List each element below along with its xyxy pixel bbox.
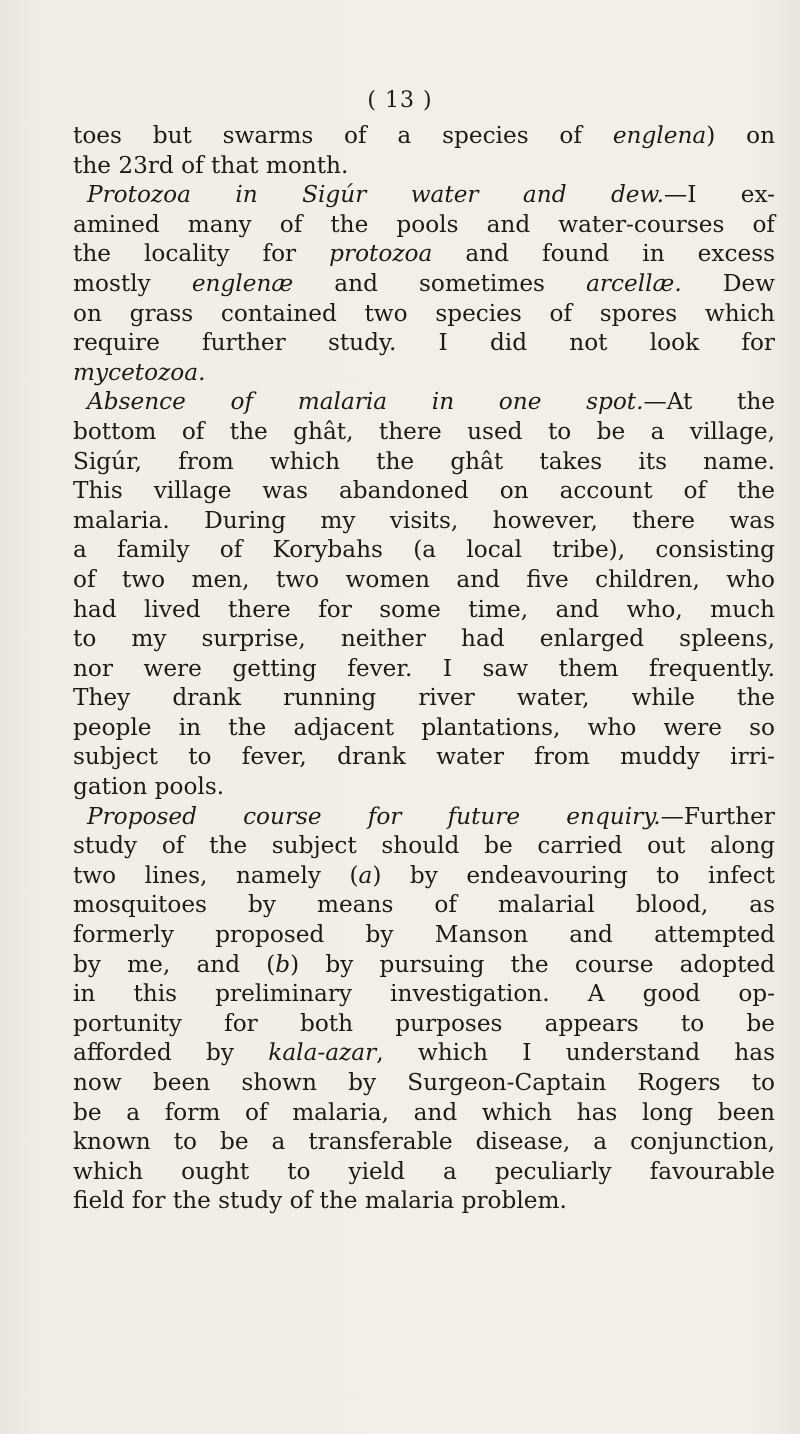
text-line	[73, 1186, 775, 1216]
text-segment: had lived there for some time, and who, much	[73, 595, 775, 623]
text-line	[73, 299, 775, 329]
text-segment: Dew	[681, 269, 775, 297]
text-line	[73, 239, 775, 269]
text-segment: arcellæ.	[586, 269, 682, 297]
text-line	[73, 447, 775, 477]
text-segment: afforded by	[73, 1039, 269, 1067]
text-segment: now been shown by Surgeon-Captain Rogers to	[73, 1069, 775, 1096]
text-segment: by me, and (	[73, 950, 276, 978]
text-segment: a	[358, 861, 373, 889]
text-line	[73, 920, 775, 950]
text-line	[73, 595, 775, 625]
text-segment: the 23rd of that month.	[73, 151, 349, 179]
text-segment: the locality for	[73, 240, 330, 268]
text-segment: kala-azar	[268, 1039, 377, 1067]
text-segment: and sometimes	[293, 269, 587, 297]
text-segment: subject to fever, drank water from muddy irri-	[73, 743, 775, 771]
text-segment: malaria. During my visits, however, there was	[73, 506, 775, 534]
text-segment: two lines, namely (	[73, 861, 359, 889]
text-segment: They drank running river water, while the	[73, 684, 775, 712]
text-segment: b	[275, 950, 291, 978]
text-segment: known to be a transferable disease, a conjunction,	[73, 1128, 775, 1156]
text-segment: on grass contained two species of spores which	[73, 299, 775, 327]
text-line	[73, 210, 775, 240]
text-line	[73, 1068, 775, 1098]
text-segment: mostly	[73, 269, 192, 297]
text-segment: formerly proposed by Manson and attempted	[73, 921, 775, 949]
text-segment: bottom of the ghât, there used to be a village,	[73, 417, 775, 445]
text-line	[73, 180, 775, 210]
text-line	[73, 772, 775, 802]
text-segment: portunity for both purposes appears to be	[73, 1009, 775, 1037]
text-line	[73, 387, 775, 417]
text-line	[73, 654, 775, 684]
text-segment: protozoa	[329, 240, 433, 268]
text-line	[73, 831, 775, 861]
text-segment: mycetozoa.	[73, 358, 206, 386]
text-segment: ) by pursuing the course adopted	[290, 950, 775, 978]
text-line	[73, 269, 775, 299]
text-segment: and found in excess	[432, 240, 775, 268]
text-line	[73, 151, 775, 181]
text-line	[73, 1157, 775, 1187]
text-segment: —Further	[660, 802, 775, 830]
text-line	[73, 950, 775, 980]
text-line	[73, 861, 775, 891]
text-segment: which ought to yield a peculiarly favourable	[73, 1157, 775, 1185]
text-segment: of two men, two women and five children, who	[73, 565, 775, 593]
text-line	[73, 742, 775, 772]
text-segment: a family of Korybahs (a local tribe), consisting	[73, 536, 775, 564]
text-segment: toes but swarms of a species of	[73, 122, 613, 149]
text-line	[73, 979, 775, 1009]
text-line	[73, 417, 775, 447]
text-line	[73, 802, 775, 832]
text-line	[73, 1098, 775, 1128]
text-line	[73, 358, 775, 388]
text-segment: study of the subject should be carried out along	[73, 832, 775, 860]
text-segment: to my surprise, neither had enlarged spleens,	[73, 625, 775, 653]
text-segment: ) by endeavouring to infect	[372, 861, 776, 889]
text-segment: ) on	[706, 122, 775, 149]
text-line	[73, 476, 775, 506]
text-line	[73, 713, 775, 743]
text-line	[73, 121, 775, 151]
text-segment: —I ex-	[664, 181, 775, 209]
text-line	[73, 328, 775, 358]
page-number-header: ( 13 )	[367, 88, 433, 113]
text-segment: nor were getting fever. I saw them frequently.	[73, 654, 775, 682]
text-line	[73, 1038, 775, 1068]
text-line	[73, 1009, 775, 1039]
text-segment: englena	[612, 122, 707, 149]
text-segment: people in the adjacent plantations, who were so	[73, 713, 775, 741]
text-segment: in this preliminary investigation. A good op-	[73, 980, 775, 1008]
text-line	[73, 506, 775, 536]
text-line	[73, 683, 775, 713]
text-segment: field for the study of the malaria problem.	[73, 1187, 567, 1215]
text-segment: Absence of malaria in one spot.	[87, 388, 644, 416]
text-segment: be a form of malaria, and which has long been	[73, 1098, 775, 1126]
text-segment: englenæ	[191, 269, 294, 297]
text-segment: gation pools.	[73, 773, 225, 801]
text-line	[73, 890, 775, 920]
text-segment: mosquitoes by means of malarial blood, as	[73, 891, 775, 919]
text-segment: require further study. I did not look for	[73, 329, 775, 357]
text-segment: Proposed course for future enquiry.	[87, 802, 661, 830]
text-line	[73, 565, 775, 595]
body-text	[73, 121, 775, 1216]
text-line	[73, 624, 775, 654]
text-segment: This village was abandoned on account of the	[73, 477, 775, 505]
text-segment: amined many of the pools and water-courses of	[73, 210, 775, 238]
text-segment: —At the	[643, 388, 775, 416]
text-segment: Protozoa in Sigúr water and dew.	[87, 181, 664, 209]
text-segment: Sigúr, from which the ghât takes its name.	[73, 447, 775, 475]
text-segment: , which I understand has	[376, 1039, 775, 1067]
text-line	[73, 535, 775, 565]
text-line	[73, 1127, 775, 1157]
